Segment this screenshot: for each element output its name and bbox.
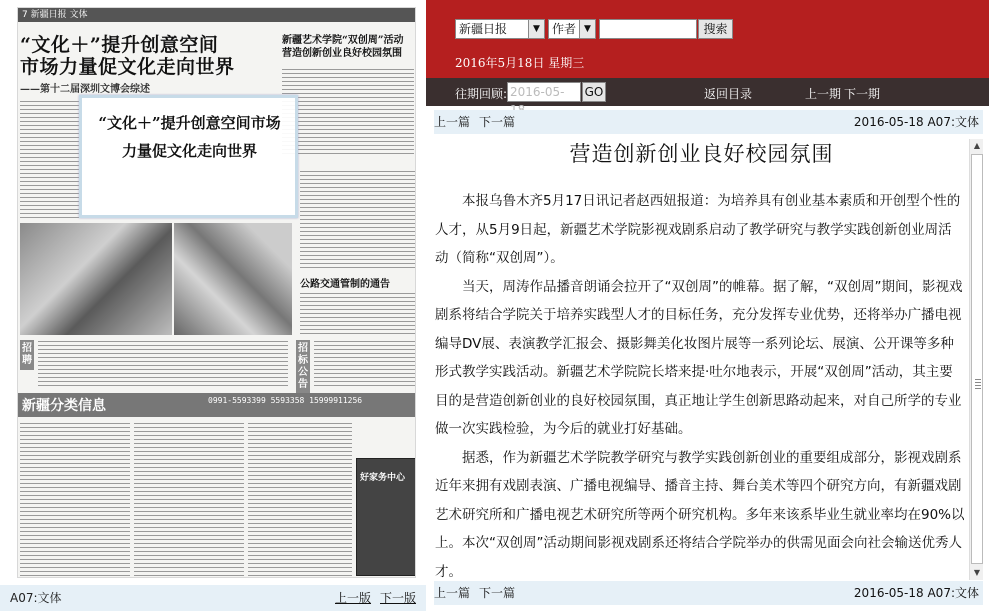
- back-to-index-link[interactable]: 返回目录: [704, 87, 753, 101]
- newspaper-classified-phone: 0991-5593399 5593358 15999911256: [208, 396, 363, 405]
- newspaper-text-column: [314, 338, 416, 388]
- newspaper-text-column: [20, 420, 130, 577]
- newspaper-side-label: 招聘: [20, 340, 34, 370]
- article-paragraph: 本报乌鲁木齐5月17日讯记者赵西妞报道：为培养具有创业基本素质和开创型个性的人才，从5月9日起，新疆艺术学院影视戏剧系启动了教学研究与教学实践创新创业周活动（简称“双创周”）。: [435, 193, 961, 266]
- article-hover-tooltip: [79, 95, 298, 218]
- newspaper-photo: [174, 223, 292, 335]
- paper-select-value: 新疆日报: [459, 22, 508, 36]
- chevron-down-icon: ▼: [579, 20, 595, 38]
- grip-icon: [975, 379, 981, 389]
- newspaper-text-column: [248, 420, 352, 577]
- field-select[interactable]: [548, 19, 596, 39]
- newspaper-text-column: [300, 168, 416, 268]
- archive-label: 往期回顾:: [455, 87, 508, 101]
- prev-article-link[interactable]: 上一篇: [434, 586, 471, 600]
- field-select-value: 作者: [552, 22, 577, 36]
- go-button[interactable]: GO: [582, 82, 606, 102]
- prev-article-link[interactable]: 上一篇: [434, 115, 471, 129]
- newspaper-pane: [0, 0, 426, 614]
- article-body: [435, 187, 965, 580]
- newspaper-main-headline[interactable]: [20, 34, 272, 78]
- article-info: 2016-05-18 A07:文体: [853, 115, 979, 129]
- current-date: 2016年5月18日 星期三: [455, 56, 585, 70]
- tooltip-line2: 力量促文化走向世界: [121, 142, 257, 160]
- page-code: A07:文体: [10, 591, 62, 605]
- article-nav-top: [434, 110, 983, 134]
- search-button[interactable]: 搜索: [698, 19, 733, 39]
- tooltip-line1: “文化＋”提升创意空间市场: [98, 114, 281, 132]
- search-input[interactable]: [599, 19, 697, 39]
- newspaper-headline-line1: “文化＋”提升创意空间: [20, 34, 219, 56]
- article-content: [434, 135, 969, 580]
- prev-issue-link[interactable]: 上一期: [805, 87, 842, 101]
- article-title: 营造创新创业良好校园氛围: [569, 142, 834, 166]
- newspaper-text-column: [38, 338, 288, 388]
- newspaper-notice-title[interactable]: 公路交通管制的通告: [300, 279, 390, 290]
- newspaper-classified-title: 新疆分类信息: [22, 398, 106, 414]
- newspaper-photo: [20, 223, 172, 335]
- article-scrollbar[interactable]: [969, 139, 983, 580]
- next-issue-link[interactable]: 下一期: [844, 87, 881, 101]
- newspaper-page-image[interactable]: [17, 7, 416, 578]
- paper-select[interactable]: [455, 19, 545, 39]
- scroll-down-icon[interactable]: ▼: [973, 568, 981, 577]
- newspaper-text-column: [300, 290, 416, 335]
- next-article-link[interactable]: 下一篇: [479, 586, 516, 600]
- newspaper-subhead: ——第十二届深圳文博会综述: [20, 84, 150, 95]
- newspaper-right-headline[interactable]: 新疆艺术学院“双创周”活动 营造创新创业良好校园氛围: [282, 35, 404, 59]
- archive-nav-bar: [426, 78, 989, 106]
- next-page-link[interactable]: 下一版: [380, 591, 417, 605]
- newspaper-text-column: [134, 420, 244, 577]
- page-footer-bar: [0, 585, 426, 611]
- next-article-link[interactable]: 下一篇: [479, 115, 516, 129]
- newspaper-headline-line2: 市场力量促文化走向世界: [20, 56, 235, 78]
- chevron-down-icon: ▼: [528, 20, 544, 38]
- article-paragraph: 当天，周涛作品播音朗诵会拉开了“双创周”的帷幕。据了解，“双创周”期间，影视戏剧系将结合学院关于培养实践型人才的目标任务，充分发挥专业优势，还将举办广播电视编导DV展、表演教学汇报会、摄影舞美化妆图片展等一系列论坛、展演、公开课等多种形式教学实践活动。新疆艺术学院院长塔来提·吐尔地表示，开展“双创周”活动，其主要目的是营造创新创业的良好校园氛围，真正地让学生创新思路动起来，对自己所学的专业做一次实践检验，为今后的就业打好基础。: [435, 278, 963, 437]
- prev-page-link[interactable]: 上一版: [335, 591, 372, 605]
- scroll-up-icon[interactable]: ▲: [973, 141, 981, 150]
- article-paragraph: 据悉，作为新疆艺术学院教学研究与教学实践创新创业的重要组成部分，影视戏剧系近年来拥有戏剧表演、广播电视编导、播音主持、舞台美术等四个研究方向，有新疆戏剧艺术研究所和广播电视艺术研究所等两个研究机构。多年来该系毕业生就业率均在90%以上。本次“双创周”活动期间影视戏剧系还将结合学院举办的供需见面会向社会输送优秀人才。: [435, 449, 965, 580]
- newspaper-text-column: [20, 98, 80, 218]
- scrollbar-thumb[interactable]: [971, 154, 983, 564]
- article-nav-bottom: [434, 581, 983, 605]
- archive-date-input[interactable]: 2016-05-: [507, 82, 581, 102]
- newspaper-ad-title: 好家务中心: [360, 473, 406, 483]
- newspaper-masthead: 7 新疆日报 文体: [18, 8, 416, 22]
- article-info: 2016-05-18 A07:文体: [853, 586, 979, 600]
- newspaper-text-column: [282, 66, 414, 156]
- newspaper-side-label: 招标公告: [296, 340, 310, 394]
